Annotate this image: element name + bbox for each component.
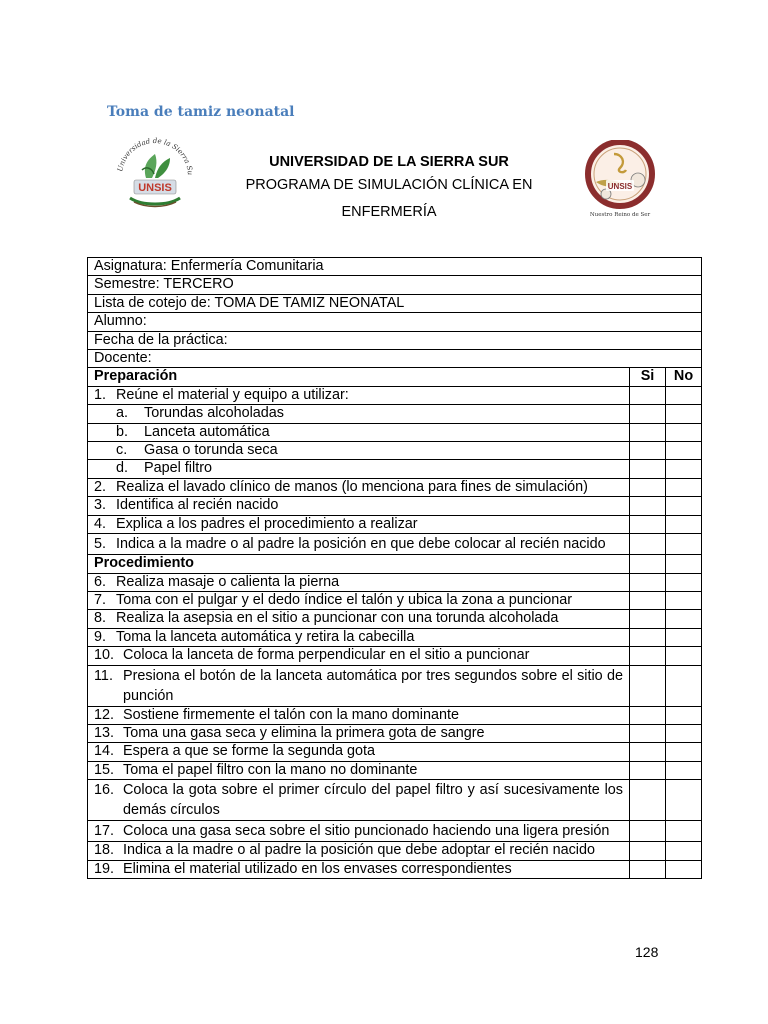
info-cell: Lista de cotejo de: TOMA DE TAMIZ NEONATAL xyxy=(88,294,702,312)
unsis-right-logo-text: UNSIS xyxy=(607,182,633,191)
seal-ring-text: Universidad de la Sierra Su xyxy=(116,136,195,176)
item-number: 14. xyxy=(94,743,115,760)
document-title: Toma de tamiz neonatal xyxy=(107,104,295,120)
item-number: 2. xyxy=(94,478,107,495)
no-checkbox-cell[interactable] xyxy=(666,743,702,761)
info-row xyxy=(88,258,702,276)
item-text: Explica a los padres el procedimiento a realizar xyxy=(116,515,418,532)
no-checkbox-cell[interactable] xyxy=(666,423,702,441)
checklist-item-row xyxy=(88,591,702,609)
no-checkbox-cell[interactable] xyxy=(666,724,702,742)
no-checkbox-cell[interactable] xyxy=(666,460,702,478)
procedimiento-label: Procedimiento xyxy=(88,555,630,573)
unsis-left-logo-text: UNSIS xyxy=(138,182,172,194)
checklist-item xyxy=(88,724,630,742)
checklist-item xyxy=(88,405,630,423)
checklist-item-row xyxy=(88,780,702,821)
checklist-item-row xyxy=(88,573,702,591)
item-number: 16. xyxy=(94,782,115,799)
checklist-item-row xyxy=(88,842,702,860)
no-checkbox-cell[interactable] xyxy=(666,591,702,609)
item-text: Indica a la madre o al padre la posición que debe adoptar el recién nacido xyxy=(123,842,596,859)
checklist-item xyxy=(88,497,630,515)
checklist-item-row xyxy=(88,821,702,842)
no-checkbox-cell[interactable] xyxy=(666,478,702,496)
item-number: 5. xyxy=(94,536,107,553)
item-number: 19. xyxy=(94,860,115,877)
checklist-item xyxy=(88,515,630,533)
checklist-item xyxy=(88,478,630,496)
item-text: Toma una gasa seca y elimina la primera gota de sangre xyxy=(123,724,485,741)
preparacion-label: Preparación xyxy=(88,368,630,386)
item-number: 9. xyxy=(94,628,107,645)
si-checkbox-cell[interactable] xyxy=(630,842,666,860)
si-checkbox-cell[interactable] xyxy=(630,628,666,646)
item-number: 6. xyxy=(94,573,107,590)
checklist-item-row xyxy=(88,386,702,404)
si-column-header: Si xyxy=(630,368,666,386)
info-cell: Asignatura: Enfermería Comunitaria xyxy=(88,258,702,276)
checklist-item xyxy=(88,761,630,779)
checklist-item xyxy=(88,706,630,724)
checklist-item-row xyxy=(88,665,702,706)
checklist-item xyxy=(88,534,630,555)
unsis-university-seal-logo xyxy=(112,134,198,214)
item-text: Elimina el material utilizado en los envases correspondientes xyxy=(123,860,512,877)
si-checkbox-cell[interactable] xyxy=(630,534,666,555)
checklist-item-row xyxy=(88,860,702,878)
item-text: Coloca una gasa seca sobre el sitio puncionado haciendo una ligera presión xyxy=(123,823,610,840)
item-text: Toma el papel filtro con la mano no dominante xyxy=(123,761,418,778)
checklist-item xyxy=(88,842,630,860)
si-checkbox-cell[interactable] xyxy=(630,821,666,842)
item-text: Indica a la madre o al padre la posición en que debe colocar al recién nacido xyxy=(116,536,606,553)
item-number: 12. xyxy=(94,706,115,723)
item-text: Toma con el pulgar y el dedo índice el talón y ubica la zona a puncionar xyxy=(116,591,572,608)
si-checkbox-cell[interactable] xyxy=(630,706,666,724)
checklist-item-row xyxy=(88,405,702,423)
item-number: 10. xyxy=(94,647,115,664)
checklist-item-row xyxy=(88,706,702,724)
si-checkbox-cell[interactable] xyxy=(630,515,666,533)
checklist-item xyxy=(88,386,630,404)
checklist-item xyxy=(88,743,630,761)
no-checkbox-cell[interactable] xyxy=(666,761,702,779)
item-text: Identifica al recién nacido xyxy=(116,497,279,514)
item-text: Lanceta automática xyxy=(144,423,270,440)
info-cell: Docente: xyxy=(88,350,702,368)
no-checkbox-cell[interactable] xyxy=(666,665,702,706)
item-text: Coloca la gota sobre el primer círculo del papel filtro y así sucesivamente los demás círculos xyxy=(123,782,623,819)
no-checkbox-cell[interactable] xyxy=(666,386,702,404)
sub-item-letter: c. xyxy=(116,442,128,459)
item-text: Realiza masaje o calienta la pierna xyxy=(116,573,340,590)
checklist-item-row xyxy=(88,442,702,460)
procedimiento-header-row xyxy=(88,555,702,573)
si-checkbox-cell[interactable] xyxy=(630,442,666,460)
page-number: 128 xyxy=(635,944,659,960)
no-checkbox-cell[interactable] xyxy=(666,628,702,646)
si-checkbox-cell[interactable] xyxy=(630,423,666,441)
checklist-item xyxy=(88,423,630,441)
checklist-item-row xyxy=(88,610,702,628)
si-checkbox-cell[interactable] xyxy=(630,647,666,665)
university-name: UNIVERSIDAD DE LA SIERRA SUR xyxy=(269,154,509,170)
item-text: Realiza el lavado clínico de manos (lo menciona para fines de simulación) xyxy=(116,478,588,495)
empty-cell xyxy=(666,555,702,573)
si-checkbox-cell[interactable] xyxy=(630,724,666,742)
item-text: Coloca la lanceta de forma perpendicular en el sitio a puncionar xyxy=(123,647,530,664)
item-number: 1. xyxy=(94,386,107,403)
item-text: Sostiene firmemente el talón con la mano dominante xyxy=(123,706,459,723)
item-number: 4. xyxy=(94,515,107,532)
item-text: Gasa o torunda seca xyxy=(144,442,278,459)
item-number: 18. xyxy=(94,842,115,859)
checklist-item xyxy=(88,610,630,628)
si-checkbox-cell[interactable] xyxy=(630,386,666,404)
si-checkbox-cell[interactable] xyxy=(630,591,666,609)
si-checkbox-cell[interactable] xyxy=(630,405,666,423)
checklist-item-row xyxy=(88,647,702,665)
checklist-item xyxy=(88,780,630,821)
no-checkbox-cell[interactable] xyxy=(666,842,702,860)
item-number: 8. xyxy=(94,610,107,627)
no-checkbox-cell[interactable] xyxy=(666,706,702,724)
item-text: Espera a que se forme la segunda gota xyxy=(123,743,376,760)
checklist-item-row xyxy=(88,534,702,555)
info-row xyxy=(88,294,702,312)
no-checkbox-cell[interactable] xyxy=(666,515,702,533)
info-row xyxy=(88,276,702,294)
checklist-item xyxy=(88,591,630,609)
no-column-header: No xyxy=(666,368,702,386)
si-checkbox-cell[interactable] xyxy=(630,573,666,591)
si-checkbox-cell[interactable] xyxy=(630,780,666,821)
checklist-item-row xyxy=(88,724,702,742)
checklist-item-row xyxy=(88,460,702,478)
no-checkbox-cell[interactable] xyxy=(666,534,702,555)
checklist-item-row xyxy=(88,497,702,515)
logo-caption: Nuestro Reino de Ser xyxy=(589,212,651,218)
si-checkbox-cell[interactable] xyxy=(630,460,666,478)
item-number: 11. xyxy=(94,667,113,684)
item-text: Torundas alcoholadas xyxy=(144,405,285,422)
checklist-item xyxy=(88,647,630,665)
sub-item-letter: b. xyxy=(116,423,129,440)
item-text: Realiza la asepsia en el sitio a puncionar con una torunda alcoholada xyxy=(116,610,559,627)
si-checkbox-cell[interactable] xyxy=(630,761,666,779)
empty-cell xyxy=(630,555,666,573)
si-checkbox-cell[interactable] xyxy=(630,743,666,761)
si-checkbox-cell[interactable] xyxy=(630,497,666,515)
checklist-item xyxy=(88,860,630,878)
no-checkbox-cell[interactable] xyxy=(666,573,702,591)
si-checkbox-cell[interactable] xyxy=(630,860,666,878)
info-row xyxy=(88,313,702,331)
no-checkbox-cell[interactable] xyxy=(666,780,702,821)
checklist-item-row xyxy=(88,628,702,646)
no-checkbox-cell[interactable] xyxy=(666,821,702,842)
nursing-program-logo xyxy=(576,140,662,220)
checklist-item xyxy=(88,460,630,478)
checklist-item-row xyxy=(88,761,702,779)
no-checkbox-cell[interactable] xyxy=(666,442,702,460)
document-header xyxy=(220,152,558,226)
item-number: 17. xyxy=(94,823,115,840)
info-cell: Semestre: TERCERO xyxy=(88,276,702,294)
no-checkbox-cell[interactable] xyxy=(666,647,702,665)
checklist-item-row xyxy=(88,478,702,496)
si-checkbox-cell[interactable] xyxy=(630,478,666,496)
sub-item-letter: d. xyxy=(116,460,129,477)
no-checkbox-cell[interactable] xyxy=(666,610,702,628)
checklist-item xyxy=(88,628,630,646)
item-number: 15. xyxy=(94,761,115,778)
sub-item-letter: a. xyxy=(116,405,129,422)
item-text: Toma la lanceta automática y retira la cabecilla xyxy=(116,628,415,645)
si-checkbox-cell[interactable] xyxy=(630,665,666,706)
checklist-table xyxy=(87,257,702,879)
info-cell: Fecha de la práctica: xyxy=(88,331,702,349)
item-number: 3. xyxy=(94,497,107,514)
program-name: PROGRAMA DE SIMULACIÓN CLÍNICA EN ENFERMERÍA xyxy=(245,177,533,220)
no-checkbox-cell[interactable] xyxy=(666,497,702,515)
checklist-item-row xyxy=(88,423,702,441)
item-number: 7. xyxy=(94,591,107,608)
checklist-item-row xyxy=(88,515,702,533)
si-checkbox-cell[interactable] xyxy=(630,610,666,628)
preparacion-header-row xyxy=(88,368,702,386)
item-number: 13. xyxy=(94,724,115,741)
item-text: Reúne el material y equipo a utilizar: xyxy=(116,386,349,403)
item-text: Presiona el botón de la lanceta automática por tres segundos sobre el sitio de punción xyxy=(123,667,623,704)
checklist-item-row xyxy=(88,743,702,761)
checklist-item xyxy=(88,442,630,460)
no-checkbox-cell[interactable] xyxy=(666,405,702,423)
info-row xyxy=(88,331,702,349)
info-row xyxy=(88,350,702,368)
checklist-item xyxy=(88,665,630,706)
item-text: Papel filtro xyxy=(144,460,212,477)
no-checkbox-cell[interactable] xyxy=(666,860,702,878)
info-cell: Alumno: xyxy=(88,313,702,331)
checklist-item xyxy=(88,821,630,842)
checklist-item xyxy=(88,573,630,591)
